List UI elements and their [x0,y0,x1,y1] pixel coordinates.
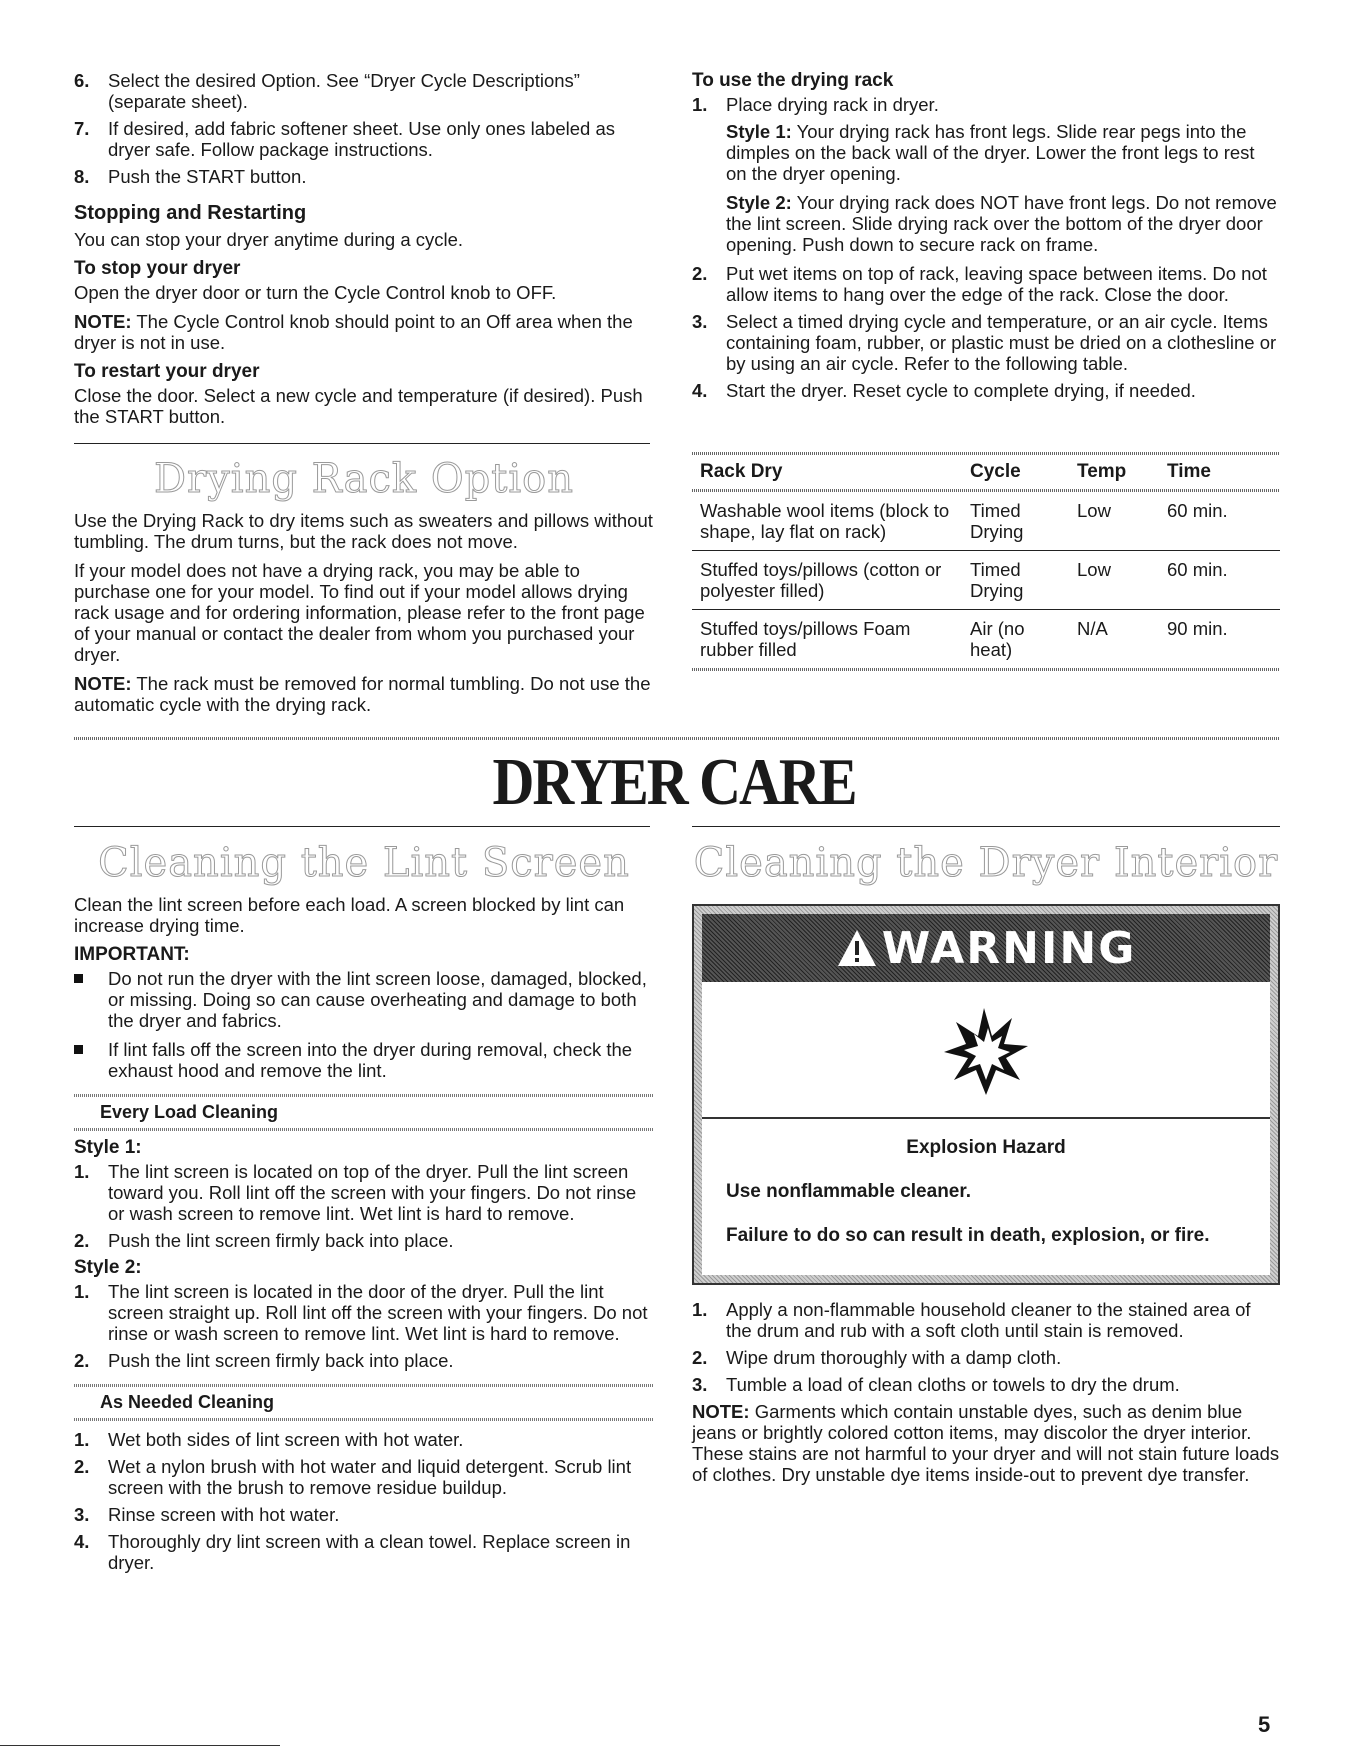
warning-line-2: Failure to do so can result in death, explosion, or fire. [726,1225,1210,1246]
list-item: 6. Select the desired Option. See “Dryer Cycle Descriptions” (separate sheet). [74,70,580,112]
drying-rack-title: Drying Rack Option [153,456,574,502]
drying-rack-p2: If your model does not have a drying rack, you may be able to purchase one for your model. To find out if your model allows drying rack usage and for ordering information, please refer to the front page of your manual or contact the dealer from whom you purchased your dryer. [74,560,645,665]
style1-text: Style 1: Your drying rack has front legs. Slide rear pegs into the dimples on the back wall of the dryer. Lower the front legs to rest on the dryer opening. [726,121,1255,184]
dryer-interior-title: Cleaning the Dryer Interior [693,840,1279,886]
use-rack-steps [692,94,1280,115]
bullet-icon [74,1045,83,1054]
list-item: 3. Tumble a load of clean cloths or towels to dry the drum. [692,1374,1180,1395]
as-needed-steps [74,1429,654,1573]
restart-heading: To restart your dryer [74,361,260,382]
divider [74,443,650,444]
page-number: 5 [1258,1712,1271,1737]
as-needed-heading: As Needed Cleaning [74,1381,654,1421]
warning-text [702,1119,1270,1275]
table-header: Cycle [970,461,1021,482]
stop-note: NOTE: The Cycle Control knob should point to an Off area when the dryer is not in use. [74,311,633,353]
section-divider [74,737,1280,740]
warning-label: WARNING [881,922,1137,974]
divider [692,826,1280,827]
style2-heading: Style 2: [74,1257,142,1278]
table-header-row [692,455,1280,489]
warning-header [702,914,1270,982]
bullet-icon [74,974,83,983]
important-label: IMPORTANT: [74,944,190,965]
table-row: Washable wool items (block to shape, lay flat on rack) Timed Drying Low 60 min. [692,492,1280,551]
list-item: 4. Start the dryer. Reset cycle to complete drying, if needed. [692,380,1196,401]
divider [692,668,1280,671]
lint-screen-title: Cleaning the Lint Screen [98,840,630,886]
table-row: Stuffed toys/pillows (cotton or polyester filled) Timed Drying Low 60 min. [692,551,1280,610]
warning-box [692,904,1280,1285]
list-item: 2. Wipe drum thoroughly with a damp cloth. [692,1347,1062,1368]
style2-steps [74,1281,654,1371]
list-item: 1. Wet both sides of lint screen with hot water. [74,1429,464,1450]
list-item: 7. If desired, add fabric softener sheet. Use only ones labeled as dryer safe. Follow package instructions. [74,118,615,160]
lint-screen-section [74,840,654,1579]
table-header: Temp [1077,461,1127,482]
style1-steps [74,1161,654,1251]
drying-rack-p1: Use the Drying Rack to dry items such as sweaters and pillows without tumbling. The drum turns, but the rack does not move. [74,510,653,552]
list-item: 1. The lint screen is located on top of the dryer. Pull the lint screen toward you. Roll lint off the screen with your fingers. Do not rinse or wash screen to remove lint. Wet lint is hard to remove. [74,1161,637,1224]
rack-dry-table-wrapper [692,452,1280,671]
stop-text: Open the dryer door or turn the Cycle Control knob to OFF. [74,282,557,303]
list-item: 1. Place drying rack in dryer. [692,94,939,115]
every-load-heading: Every Load Cleaning [74,1091,654,1131]
stop-heading: To stop your dryer [74,258,241,279]
list-item: 2. Push the lint screen firmly back into place. [74,1230,454,1251]
list-item: 2. Push the lint screen firmly back into place. [74,1350,454,1371]
steps-6-8 [74,70,654,187]
hazard-title: Explosion Hazard [906,1137,1066,1158]
stopping-text: You can stop your dryer anytime during a cycle. [74,229,464,250]
list-item: 3. Rinse screen with hot water. [74,1504,340,1525]
use-rack-section [692,70,1280,407]
list-item: 1. The lint screen is located in the door of the dryer. Pull the lint screen straight up. Roll lint off the screen with your fingers. Do not rinse or wash screen to remove lint. Wet lint is hard to remove. [74,1281,648,1344]
list-item: If lint falls off the screen into the dryer during removal, check the exhaust hood and remove the lint. [74,1039,654,1081]
use-rack-steps-cont [692,263,1280,401]
alert-triangle-icon [836,928,878,968]
table-header: Time [1167,461,1212,482]
dryer-interior-section [692,840,1280,1493]
warning-line-1: Use nonflammable cleaner. [726,1181,971,1202]
style1-heading: Style 1: [74,1137,142,1158]
list-item: 8. Push the START button. [74,166,307,187]
list-item: 1. Apply a non-flammable household cleaner to the stained area of the drum and rub with a soft cloth until stain is removed. [692,1299,1251,1341]
table-row: Stuffed toys/pillows Foam rubber filled Air (no heat) N/A 90 min. [700,618,1228,660]
style2-text: Style 2: Your drying rack does NOT have front legs. Do not remove the lint screen. Slide drying rack over the bottom of the dryer door opening. Push down to secure rack on frame. [726,192,1277,255]
use-rack-heading: To use the drying rack [692,70,894,91]
drying-rack-option-section [74,456,654,723]
list-item: 4. Thoroughly dry lint screen with a clean towel. Replace screen in dryer. [74,1531,631,1573]
stopping-heading: Stopping and Restarting [74,202,307,224]
footer-rule [0,1745,280,1746]
drying-rack-note: NOTE: The rack must be removed for normal tumbling. Do not use the automatic cycle with the drying rack. [74,673,651,715]
explosion-icon-area [702,982,1270,1119]
list-item: 2. Wet a nylon brush with hot water and liquid detergent. Scrub lint screen with the brush to remove residue buildup. [74,1456,632,1498]
page-title: DRYER CARE [492,744,856,819]
list-item: 3. Select a timed drying cycle and temperature, or an air cycle. Items containing foam, rubber, or plastic must be dried on a clothesline or by using an air cycle. Refer to the following table. [692,311,1277,374]
divider [74,826,650,827]
dryer-interior-steps [692,1299,1280,1395]
restart-text: Close the door. Select a new cycle and temperature (if desired). Push the START button. [74,385,643,427]
list-item: 2. Put wet items on top of rack, leaving space between items. Do not allow items to hang over the edge of the rack. Close the door. [692,263,1267,305]
dryer-interior-note: NOTE: Garments which contain unstable dyes, such as denim blue jeans or brightly colored cotton items, may discolor the dryer interior. These stains are not harmful to your dryer and will not stain future loads of clothes. Dry unstable dye items inside-out to prevent dye transfer. [692,1401,1280,1485]
lint-intro: Clean the lint screen before each load. A screen blocked by lint can increase drying time. [74,894,625,936]
list-item: Do not run the dryer with the lint screen loose, damaged, blocked, or missing. Doing so can cause overheating and damage to both the dryer and fabrics. [74,968,654,1031]
table-header: Rack Dry [700,461,783,482]
rack-dry-table [692,455,1280,668]
top-left-column [74,70,654,435]
explosion-icon [936,1000,1036,1100]
